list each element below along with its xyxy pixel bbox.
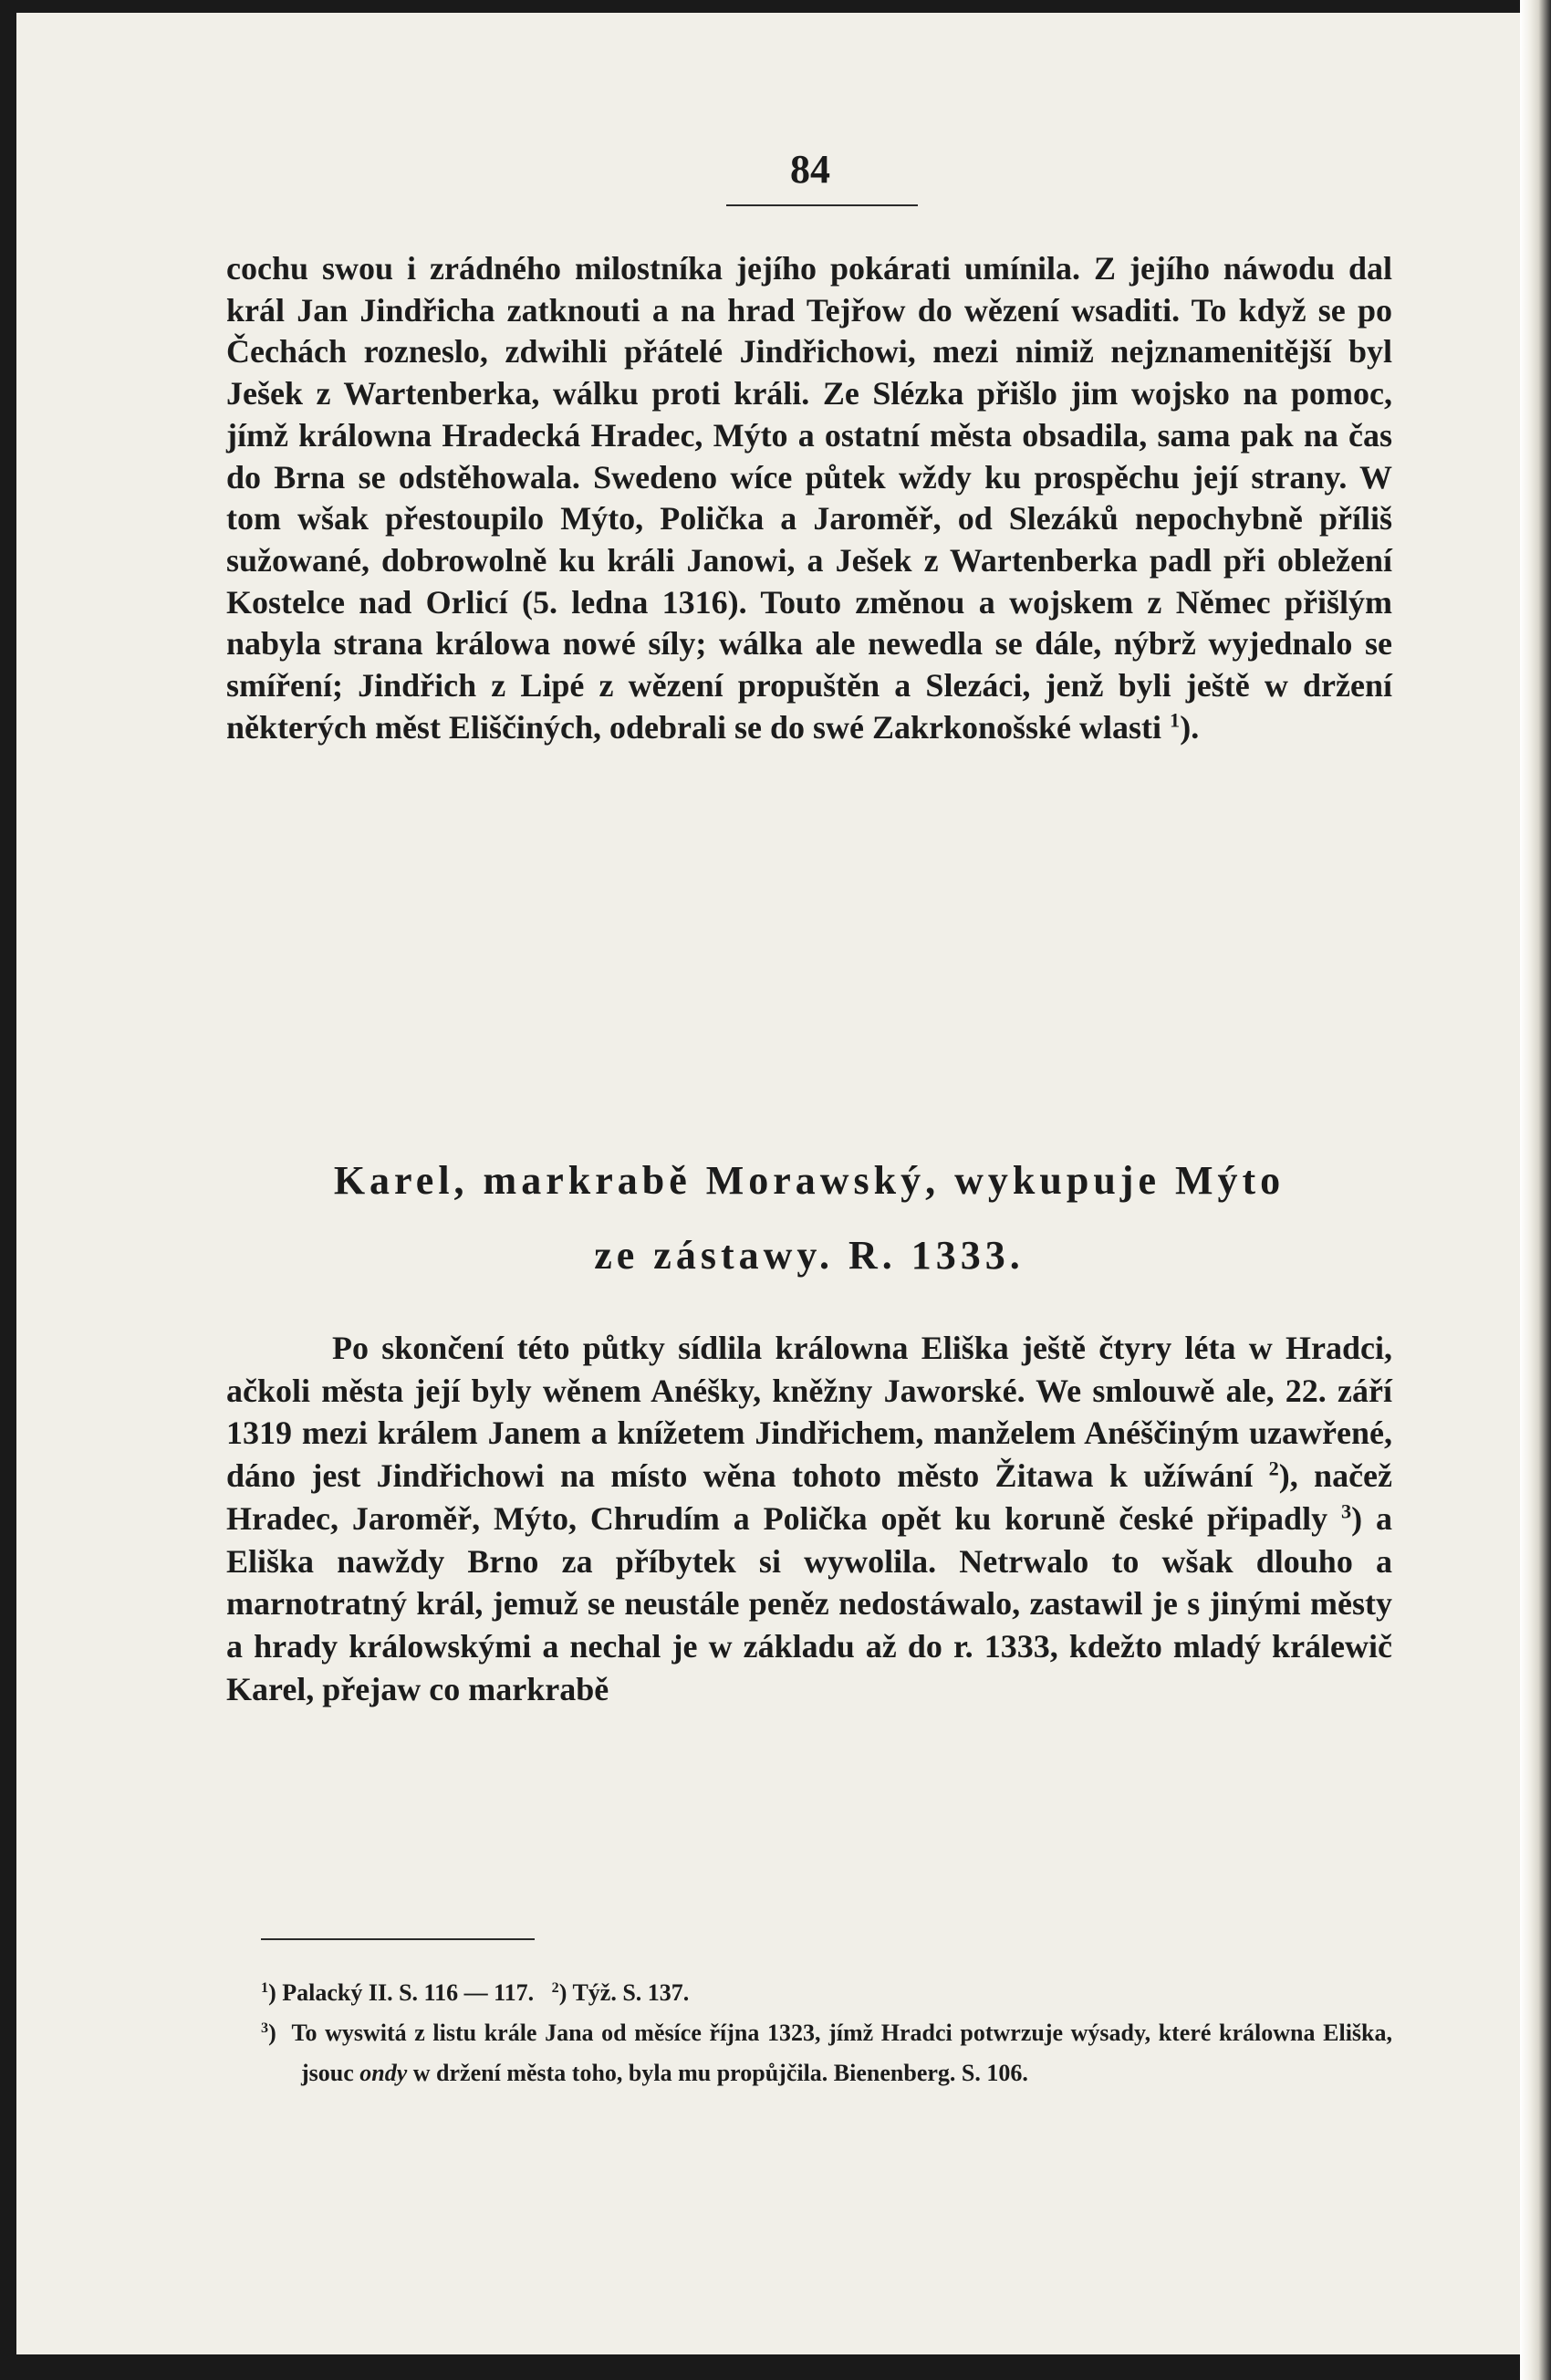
footnotes	[261, 1973, 1392, 2093]
footnote-3-marker: 3	[261, 2020, 269, 2037]
footnote-ref-3: 3	[1340, 1499, 1352, 1523]
footnote-2-text: Týž. S. 137.	[572, 1979, 690, 2006]
paragraph-1-text: cochu swou i zrádného milostníka jejího pokárati umínila. Z jejího náwodu dal král Jan Jindřicha zatknouti a na hrad Tejřow do wězení wsaditi. To když se po Čechách rozneslo, zdwihli přátelé Jindřichowi, mezi nimiž nejznamenitější byl Ješek z Wartenberka, wálku proti králi. Ze Slézka přišlo jim wojsko na pomoc, jímž králowna Hradecká Hradec, Mýto a ostatní města obsadila, sama pak na čas do Brna se odstěhowala. Swedeno wíce půtek wždy ku prospěchu její strany. W tom wšak přestoupilo Mýto, Polička a Jaroměř, od Slezáků nepochybně příliš sužowané, dobrowolně ku králi Janowi, a Ješek z Wartenberka padl při obležení Kostelce nad Orlicí (5. ledna 1316). Touto změnou a wojskem z Němec přišlým nabyla strana králowa nowé síly; wálka ale newedla se dále, nýbrž wyjednalo se smíření; Jindřich z Lipé z wězení propuštěn a Slezáci, jenž byli ještě w držení některých měst Eliščiných, odebrali se do swé Zakrkonošské wlasti	[226, 250, 1392, 746]
footnote-ref-1: 1	[1170, 708, 1181, 732]
book-page	[16, 13, 1520, 2354]
body-paragraph-1	[226, 248, 1392, 748]
paragraph-2-part-3: ) a Eliška nawždy Brno za příbytek si wywolila. Netrwalo to wšak dlouho a marnotratný král, jemuž se neustále peněz nedostáwalo, zastawil je s jinými městy a hrady králowskými a nechal je w základu až do r. 1333, kdežto mladý králewič Karel, přejaw co markrabě	[226, 1499, 1393, 1707]
footnote-1-text: Palacký II. S. 116 — 117.	[282, 1979, 535, 2006]
body-paragraph-2	[226, 1327, 1392, 1710]
paragraph-2-part-2: ), načež Hradec, Jaroměř, Mýto, Chrudím a Polička opět ku koruně české připadly	[226, 1457, 1392, 1537]
footnote-1-2: $^1$) Palacký II. S. 116 — 117. $^2$) Týž. S. 137.	[261, 1979, 690, 2006]
section-heading-line-2: ze zástawy. R. 1333.	[594, 1233, 1025, 1278]
footnote-3: $^3$) To wyswitá z listu krále Jana od měsíce října 1323, jímž Hradci potwrzuje wýsady, které králowna Eliška, jsouc ondy w držení města toho, byla mu propůjčila. Bienenberg. S. 106.	[261, 2020, 1392, 2086]
paragraph-1-end: ).	[1180, 708, 1200, 746]
section-heading-line-1: Karel, markrabě Morawský, wykupuje Mýto	[333, 1158, 1286, 1203]
page-number: 84	[790, 147, 830, 192]
footnote-3-italic: ondy	[359, 2060, 408, 2086]
footnote-3-text-b: w držení města toho, byla mu propůjčila. Bienenberg. S. 106.	[412, 2060, 1028, 2086]
footnote-ref-2: 2	[1268, 1456, 1279, 1480]
page-number-rule	[726, 204, 918, 206]
footnote-2-marker: 2	[551, 1980, 559, 1997]
footnote-1-marker: 1	[261, 1980, 269, 1997]
page-edge	[1520, 0, 1551, 2380]
footnote-rule	[261, 1938, 535, 1940]
paragraph-2-part-1: Po skončení této půtky sídlila králowna Eliška ještě čtyry léta w Hradci, ačkoli města její byly wěnem Anéšky, kněžny Jaworské. We smlouwě ale, 22. září 1319 mezi králem Janem a knížetem Jindřichem, manželem Anéščiným uzawřené, dáno jest Jindřichowi na místo wěna tohoto město Žitawa k užíwání	[226, 1330, 1392, 1495]
footnote-3-text-a: To wyswitá z listu krále Jana od měsíce října 1323, jímž Hradci potwrzuje wýsady, které králowna Eliška, jsouc	[291, 2020, 1392, 2086]
